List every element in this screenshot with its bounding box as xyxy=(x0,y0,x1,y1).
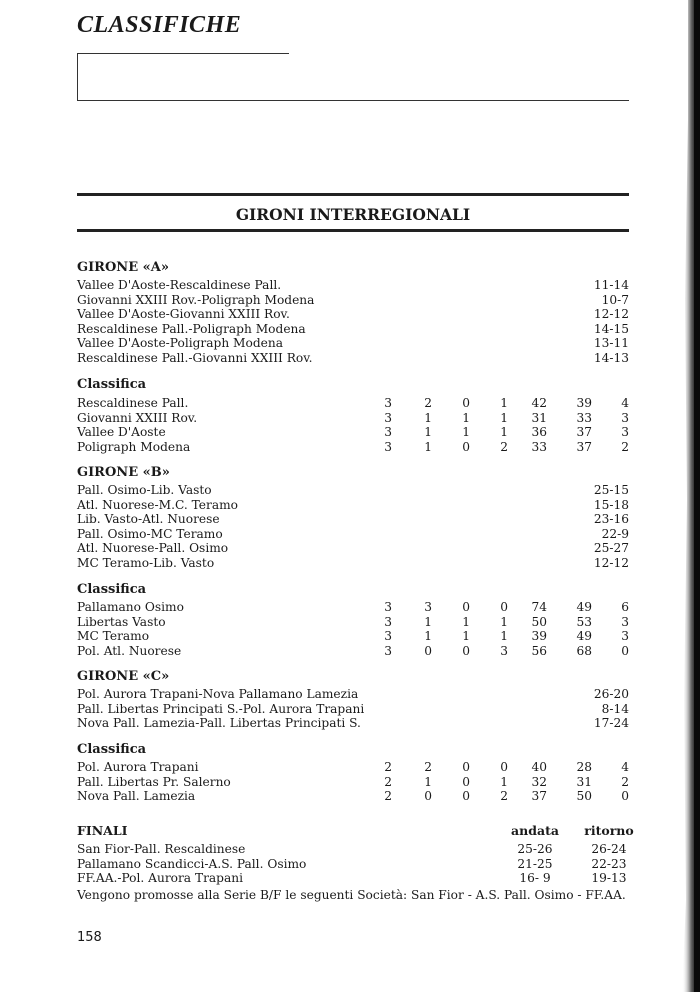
page-header-title: CLASSIFICHE xyxy=(77,12,242,38)
standings-row xyxy=(77,644,629,659)
standings-row xyxy=(77,789,629,804)
stat-points: 4 xyxy=(621,760,629,774)
match-score: 26-20 xyxy=(593,687,629,701)
standings-row xyxy=(77,615,629,630)
stat-lost: 1 xyxy=(500,629,508,644)
stat-lost: 1 xyxy=(500,396,508,410)
stat-played: 3 xyxy=(384,425,392,440)
match-row xyxy=(77,307,629,322)
stat-goals-for: 31 xyxy=(531,410,547,425)
stat-won: 1 xyxy=(424,410,432,425)
match-row xyxy=(77,483,629,498)
match-row xyxy=(77,541,629,556)
stat-goals-for: 37 xyxy=(531,789,547,804)
match-teams: Nova Pall. Lamezia-Pall. Libertas Principati S. xyxy=(77,716,361,731)
stat-drawn: 1 xyxy=(462,425,470,440)
standings-team: MC Teramo xyxy=(77,629,150,644)
match-score: 11-14 xyxy=(593,278,629,292)
stat-drawn: 0 xyxy=(462,396,470,410)
match-row xyxy=(77,687,629,702)
match-score: 25-27 xyxy=(593,541,629,556)
match-teams: Pall. Libertas Principati S.-Pol. Aurora Trapani xyxy=(77,701,365,716)
finali-row xyxy=(77,842,629,857)
stat-points: 3 xyxy=(621,614,629,629)
finali-teams: FF.AA.-Pol. Aurora Trapani xyxy=(77,871,243,886)
finali-teams: San Fior-Pall. Rescaldinese xyxy=(77,842,246,856)
stat-played: 3 xyxy=(384,629,392,644)
andata-label: andata xyxy=(511,823,559,838)
match-row xyxy=(77,351,629,366)
match-score: 14-15 xyxy=(593,321,629,336)
standings-team: Pall. Libertas Pr. Salerno xyxy=(77,774,231,789)
stat-played: 3 xyxy=(384,614,392,629)
stat-goals-for: 33 xyxy=(531,439,547,454)
standings-team: Rescaldinese Pall. xyxy=(77,396,189,410)
stat-lost: 0 xyxy=(500,600,508,614)
finali-heading: FINALI xyxy=(77,823,128,838)
standings-team: Vallee D'Aoste xyxy=(77,425,166,440)
match-score: 10-7 xyxy=(601,292,629,307)
stat-won: 0 xyxy=(424,789,432,804)
stat-points: 0 xyxy=(621,643,629,658)
standings-team: Libertas Vasto xyxy=(77,614,166,629)
standings-team: Pol. Atl. Nuorese xyxy=(77,643,182,658)
standings-team: Poligraph Modena xyxy=(77,439,191,454)
stat-goals-against: 49 xyxy=(576,629,592,644)
promotion-note: Vengono promosse alla Serie B/F le seguenti Società: San Fior - A.S. Pall. Osimo - FF.AA. xyxy=(77,888,626,902)
stat-drawn: 0 xyxy=(462,789,470,804)
stat-lost: 3 xyxy=(500,643,508,658)
match-teams: Atl. Nuorese-M.C. Teramo xyxy=(77,497,238,512)
stat-lost: 2 xyxy=(500,789,508,804)
book-spine-edge xyxy=(650,0,700,992)
standings-row xyxy=(77,600,629,615)
match-score: 15-18 xyxy=(593,497,629,512)
standings-row xyxy=(77,760,629,775)
stat-won: 1 xyxy=(424,629,432,644)
standings-row xyxy=(77,411,629,426)
stat-goals-against: 49 xyxy=(576,600,592,614)
stat-drawn: 0 xyxy=(462,774,470,789)
stat-goals-against: 31 xyxy=(576,774,592,789)
match-teams: Giovanni XXIII Rov.-Poligraph Modena xyxy=(77,292,315,307)
match-teams: MC Teramo-Lib. Vasto xyxy=(77,556,215,570)
stat-won: 2 xyxy=(424,396,432,410)
section-top-rule xyxy=(77,193,629,196)
stat-goals-for: 40 xyxy=(531,760,547,774)
stat-drawn: 0 xyxy=(462,439,470,454)
stat-goals-against: 33 xyxy=(576,410,592,425)
finali-ritorno: 19-13 xyxy=(591,871,627,886)
match-row xyxy=(77,556,629,571)
stat-points: 6 xyxy=(621,600,629,614)
section-title: GIRONI INTERREGIONALI xyxy=(235,205,471,224)
ritorno-label: ritorno xyxy=(584,823,634,838)
match-teams: Pall. Osimo-Lib. Vasto xyxy=(77,483,212,497)
stat-goals-against: 50 xyxy=(576,789,592,804)
standings-team: Pallamano Osimo xyxy=(77,600,184,614)
stat-won: 3 xyxy=(424,600,432,614)
match-row xyxy=(77,527,629,542)
finali-andata: 21-25 xyxy=(517,856,553,871)
section-bottom-rule xyxy=(77,229,629,232)
stat-played: 3 xyxy=(384,396,392,410)
stat-won: 0 xyxy=(424,643,432,658)
stat-won: 2 xyxy=(424,760,432,774)
classifica-b-heading: Classifica xyxy=(77,582,147,597)
stat-won: 1 xyxy=(424,774,432,789)
match-row xyxy=(77,716,629,731)
match-teams: Atl. Nuorese-Pall. Osimo xyxy=(77,541,229,556)
standings-row xyxy=(77,396,629,411)
classifica-c-heading: Classifica xyxy=(77,742,147,757)
classifica-a-heading: Classifica xyxy=(77,377,147,392)
stat-played: 3 xyxy=(384,600,392,614)
header-box-bottom-rule xyxy=(77,100,629,101)
match-score: 12-12 xyxy=(593,307,629,322)
match-score: 25-15 xyxy=(593,483,629,497)
match-teams: Pall. Osimo-MC Teramo xyxy=(77,526,223,541)
standings-row xyxy=(77,440,629,455)
standings-team: Nova Pall. Lamezia xyxy=(77,789,196,804)
stat-lost: 1 xyxy=(500,410,508,425)
girone-c-heading: GIRONE «C» xyxy=(77,669,170,684)
header-box-top-rule xyxy=(77,53,289,54)
stat-goals-for: 39 xyxy=(531,629,547,644)
match-row xyxy=(77,278,629,293)
stat-points: 4 xyxy=(621,396,629,410)
match-row xyxy=(77,702,629,717)
stat-lost: 1 xyxy=(500,614,508,629)
match-row xyxy=(77,336,629,351)
stat-points: 3 xyxy=(621,410,629,425)
match-teams: Rescaldinese Pall.-Poligraph Modena xyxy=(77,321,306,336)
stat-goals-for: 74 xyxy=(531,600,547,614)
girone-a-heading: GIRONE «A» xyxy=(77,260,169,275)
stat-goals-for: 32 xyxy=(531,774,547,789)
standings-team: Giovanni XXIII Rov. xyxy=(77,410,198,425)
stat-goals-against: 53 xyxy=(576,614,592,629)
stat-drawn: 0 xyxy=(462,760,470,774)
stat-drawn: 1 xyxy=(462,614,470,629)
stat-played: 2 xyxy=(384,789,392,804)
stat-points: 0 xyxy=(621,789,629,804)
stat-goals-for: 50 xyxy=(531,614,547,629)
match-score: 12-12 xyxy=(593,556,629,570)
stat-played: 3 xyxy=(384,439,392,454)
stat-won: 1 xyxy=(424,425,432,440)
standings-row xyxy=(77,629,629,644)
finali-andata: 25-26 xyxy=(517,842,553,856)
match-teams: Lib. Vasto-Atl. Nuorese xyxy=(77,512,220,527)
finali-teams: Pallamano Scandicci-A.S. Pall. Osimo xyxy=(77,856,307,871)
stat-goals-for: 56 xyxy=(531,643,547,658)
match-score: 22-9 xyxy=(601,526,629,541)
stat-lost: 2 xyxy=(500,439,508,454)
stat-drawn: 0 xyxy=(462,643,470,658)
match-score: 23-16 xyxy=(593,512,629,527)
stat-played: 3 xyxy=(384,410,392,425)
finali-header-row xyxy=(77,823,634,839)
stat-drawn: 1 xyxy=(462,410,470,425)
stat-lost: 1 xyxy=(500,425,508,440)
finali-row xyxy=(77,871,629,886)
match-score: 17-24 xyxy=(593,716,629,731)
stat-goals-against: 39 xyxy=(576,396,592,410)
finali-row xyxy=(77,857,629,872)
stat-played: 3 xyxy=(384,643,392,658)
stat-points: 2 xyxy=(621,439,629,454)
stat-goals-for: 42 xyxy=(531,396,547,410)
match-teams: Pol. Aurora Trapani-Nova Pallamano Lamezia xyxy=(77,687,359,701)
finali-ritorno: 22-23 xyxy=(591,856,627,871)
standings-row xyxy=(77,775,629,790)
stat-points: 3 xyxy=(621,425,629,440)
stat-goals-against: 68 xyxy=(576,643,592,658)
stat-goals-against: 37 xyxy=(576,425,592,440)
match-teams: Vallee D'Aoste-Poligraph Modena xyxy=(77,336,283,351)
match-score: 14-13 xyxy=(593,351,629,365)
stat-won: 1 xyxy=(424,614,432,629)
match-row xyxy=(77,512,629,527)
stat-won: 1 xyxy=(424,439,432,454)
stat-lost: 1 xyxy=(500,774,508,789)
stat-drawn: 1 xyxy=(462,629,470,644)
stat-goals-against: 28 xyxy=(576,760,592,774)
page-number: 158 xyxy=(77,930,102,945)
standings-row xyxy=(77,425,629,440)
match-score: 8-14 xyxy=(601,701,629,716)
stat-played: 2 xyxy=(384,774,392,789)
match-row xyxy=(77,498,629,513)
match-teams: Rescaldinese Pall.-Giovanni XXIII Rov. xyxy=(77,351,313,365)
header-box-left-rule xyxy=(77,53,78,100)
match-teams: Vallee D'Aoste-Giovanni XXIII Rov. xyxy=(77,307,290,322)
girone-b-heading: GIRONE «B» xyxy=(77,465,170,480)
stat-lost: 0 xyxy=(500,760,508,774)
stat-drawn: 0 xyxy=(462,600,470,614)
match-score: 13-11 xyxy=(593,336,629,351)
standings-team: Pol. Aurora Trapani xyxy=(77,760,199,774)
match-teams: Vallee D'Aoste-Rescaldinese Pall. xyxy=(77,278,282,292)
finali-andata: 16- 9 xyxy=(519,871,551,886)
match-row xyxy=(77,293,629,308)
stat-played: 2 xyxy=(384,760,392,774)
stat-goals-against: 37 xyxy=(576,439,592,454)
match-row xyxy=(77,322,629,337)
stat-points: 3 xyxy=(621,629,629,644)
stat-goals-for: 36 xyxy=(531,425,547,440)
finali-ritorno: 26-24 xyxy=(591,842,627,856)
stat-points: 2 xyxy=(621,774,629,789)
